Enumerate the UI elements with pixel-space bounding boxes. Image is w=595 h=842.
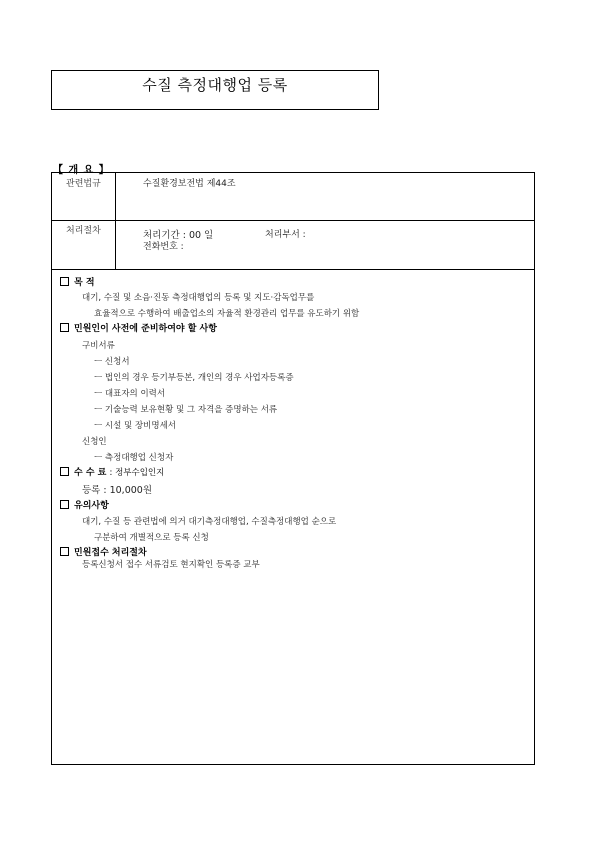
page-title: 수질 측정대행업 등록 [142,76,288,94]
fee-heading-value: : 정부수입인지 [109,468,165,478]
label-divider [115,173,116,269]
dash-icon: ㅡ [94,357,105,367]
dash-icon: ㅡ [94,453,105,463]
process-line: 등록신청서 접수 서류검토 현지확인 등록증 교부 [82,560,260,570]
dash-icon: ㅡ [94,421,105,431]
checkbox-icon [60,467,69,476]
row-divider [52,269,534,270]
purpose-heading: 목 적 [60,275,95,288]
checkbox-icon [60,500,69,509]
dept-label: 처리부서 : [265,230,306,240]
doc-item: ㅡ 기술능력 보유현황 및 그 자격을 증명하는 서류 [94,405,278,415]
checkbox-icon [60,277,69,286]
title-box [51,70,379,110]
dash-icon: ㅡ [94,373,105,383]
notes-line-2: 구분하여 개별적으로 등록 신청 [94,533,209,543]
applicant-item: ㅡ 측정대행업 신청자 [94,453,174,463]
docs-label: 구비서류 [82,341,115,351]
dash-icon: ㅡ [94,405,105,415]
notes-heading: 유의사항 [60,498,109,511]
checkbox-icon [60,547,69,556]
overview-header: 【 개 요 】 [53,165,110,176]
purpose-line-2: 효율적으로 수행하여 배출업소의 자율적 환경관리 업무를 유도하기 위함 [94,309,360,319]
checkbox-icon [60,323,69,332]
row-divider [52,220,534,221]
notes-line-1: 대기, 수질 등 관련법에 의거 대기측정대행업, 수질측정대행업 순으로 [82,517,337,527]
fee-heading: 수 수 료 : 정부수입인지 [60,465,164,478]
period-label: 처리기간 : 00 일 [143,230,214,241]
dash-icon: ㅡ [94,389,105,399]
doc-item: ㅡ 신청서 [94,357,130,367]
purpose-line-1: 대기, 수질 및 소음·진동 측정대행업의 등록 및 지도·감독업무를 [82,293,315,303]
proc-label: 처리절차 [66,226,101,236]
doc-item: ㅡ 시설 및 장비명세서 [94,421,177,431]
phone-label: 전화번호 : [143,242,184,252]
law-value: 수질환경보전법 제44조 [143,179,236,189]
process-heading: 민원접수 처리절차 [60,545,147,558]
overview-table [51,172,535,765]
law-label: 관련법규 [66,179,101,189]
doc-item: ㅡ 대표자의 이력서 [94,389,166,399]
applicant-label: 신청인 [82,437,107,447]
prep-heading: 민원인이 사전에 준비하여야 할 사항 [60,321,217,334]
doc-item: ㅡ 법인의 경우 등기부등본, 개인의 경우 사업자등록증 [94,373,294,383]
fee-line: 등록 : 10,000원 [82,485,153,496]
